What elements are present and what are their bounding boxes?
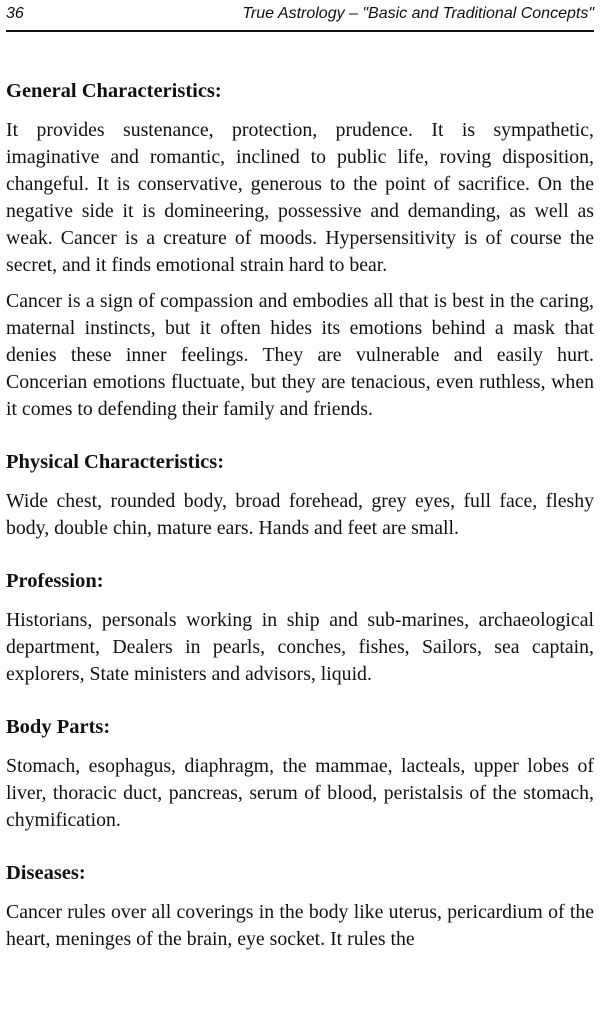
paragraph: Cancer is a sign of compassion and embodies all that is best in the caring, maternal instincts, but it often hides its emotions behind a mask that denies these inner feelings. They are vulnerable and easily hurt. Concerian emotions fluctuate, but they are tenacious, even ruthless, when it comes to defending their family and friends. <box>6 290 594 420</box>
paragraph: It provides sustenance, protection, prudence. It is sympathetic, imaginative and romantic, inclined to public life, roving disposition, changeful. It is conservative, generous to the point of sacrifice. On the negative side it is domineering, possessive and demanding, as well as weak. Cancer is a creature of moods. Hypersensitivity is of course the secret, and it finds emotional strain hard to bear. <box>6 119 594 276</box>
running-title: True Astrology – "Basic and Traditional Concepts" <box>242 5 594 22</box>
section-body-parts <box>6 714 594 834</box>
section-general-characteristics <box>6 78 594 423</box>
section-heading: Diseases: <box>6 862 86 884</box>
page-number: 36 <box>6 5 24 22</box>
section-physical-characteristics <box>6 449 594 542</box>
section-profession <box>6 568 594 688</box>
section-heading: Profession: <box>6 570 104 592</box>
paragraph: Historians, personals working in ship and sub-marines, archaeological department, Dealers in pearls, conches, fishes, Sailors, sea captain, explorers, State ministers and advisors, liquid. <box>6 609 594 685</box>
section-diseases <box>6 860 594 953</box>
paragraph: Stomach, esophagus, diaphragm, the mammae, lacteals, upper lobes of liver, thoracic duct, pancreas, serum of blood, peristalsis of the stomach, chymification. <box>6 755 594 831</box>
paragraph: Wide chest, rounded body, broad forehead, grey eyes, full face, fleshy body, double chin, mature ears. Hands and feet are small. <box>6 490 594 539</box>
page-body <box>6 78 594 953</box>
section-heading: Physical Characteristics: <box>6 451 225 473</box>
running-head <box>6 0 594 32</box>
paragraph: Cancer rules over all coverings in the body like uterus, pericardium of the heart, meninges of the brain, eye socket. It rules the <box>6 901 594 950</box>
section-heading: Body Parts: <box>6 716 111 738</box>
section-heading: General Characteristics: <box>6 80 222 102</box>
